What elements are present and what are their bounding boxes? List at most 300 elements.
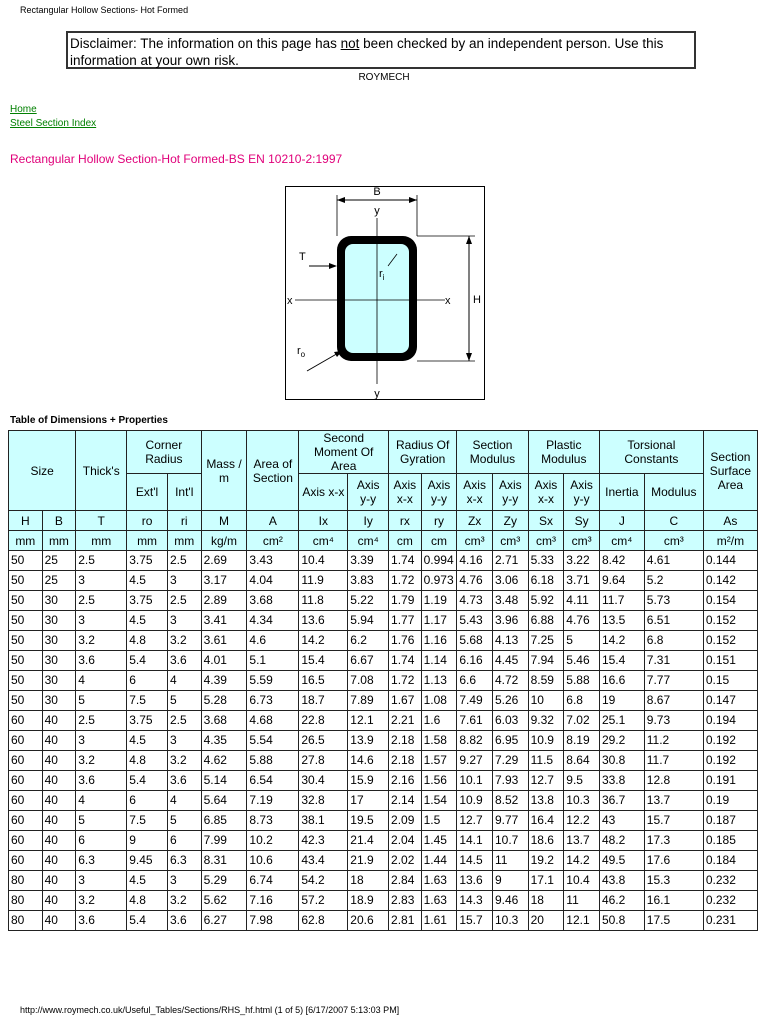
table-cell: 1.44 (421, 851, 457, 871)
table-cell: 7.98 (247, 911, 299, 931)
table-cell: 6.73 (247, 691, 299, 711)
table-cell: 27.8 (299, 751, 348, 771)
table-cell: 3.75 (127, 551, 168, 571)
table-cell: 2.21 (389, 711, 422, 731)
table-cell: 6 (127, 671, 168, 691)
table-cell: 50 (9, 691, 43, 711)
table-cell: 43.8 (599, 871, 644, 891)
table-cell: 5 (76, 691, 127, 711)
table-cell: 80 (9, 871, 43, 891)
table-cell: 0.191 (703, 771, 757, 791)
table-cell: 4.76 (457, 571, 493, 591)
symbol-cell: rx (389, 511, 422, 531)
header-axis-yy: Axis y-y (421, 474, 457, 511)
table-cell: 22.8 (299, 711, 348, 731)
table-cell: 11.8 (299, 591, 348, 611)
table-cell: 14.3 (457, 891, 493, 911)
table-cell: 40 (42, 831, 76, 851)
table-cell: 3.6 (76, 651, 127, 671)
table-cell: 40 (42, 851, 76, 871)
table-row (9, 751, 758, 771)
symbol-cell: T (76, 511, 127, 531)
table-cell: 7.5 (127, 691, 168, 711)
table-cell: 18.7 (299, 691, 348, 711)
label-h: H (473, 294, 481, 306)
table-cell: 60 (9, 711, 43, 731)
table-cell: 40 (42, 731, 76, 751)
table-cell: 50 (9, 571, 43, 591)
table-cell: 13.5 (599, 611, 644, 631)
table-cell: 60 (9, 811, 43, 831)
table-cell: 1.5 (421, 811, 457, 831)
table-cell: 2.81 (389, 911, 422, 931)
table-cell: 0.232 (703, 891, 757, 911)
table-cell: 0.192 (703, 751, 757, 771)
table-cell: 5.33 (528, 551, 564, 571)
table-cell: 48.2 (599, 831, 644, 851)
table-cell: 5.22 (348, 591, 389, 611)
table-cell: 10.4 (299, 551, 348, 571)
table-cell: 40 (42, 751, 76, 771)
unit-cell: mm (42, 531, 76, 551)
table-cell: 0.231 (703, 911, 757, 931)
table-cell: 0.994 (421, 551, 457, 571)
table-cell: 7.08 (348, 671, 389, 691)
table-cell: 4.04 (247, 571, 299, 591)
disclaimer-text-end: been checked by an independent person. Use this information at your own risk. (70, 36, 664, 68)
table-cell: 50 (9, 671, 43, 691)
table-cell: 19 (599, 691, 644, 711)
table-row (9, 871, 758, 891)
table-cell: 9 (492, 871, 528, 891)
table-cell: 30.4 (299, 771, 348, 791)
symbol-cell: Iy (348, 511, 389, 531)
table-cell: 3.83 (348, 571, 389, 591)
table-cell: 14.5 (457, 851, 493, 871)
table-cell: 0.152 (703, 611, 757, 631)
table-cell: 3 (76, 611, 127, 631)
table-cell: 11.2 (644, 731, 703, 751)
table-cell: 0.151 (703, 651, 757, 671)
table-cell: 8.59 (528, 671, 564, 691)
table-cell: 17 (348, 791, 389, 811)
symbol-cell: Sx (528, 511, 564, 531)
table-cell: 6 (76, 831, 127, 851)
table-cell: 3.75 (127, 591, 168, 611)
table-cell: 1.17 (421, 611, 457, 631)
table-cell: 46.2 (599, 891, 644, 911)
table-row (9, 591, 758, 611)
table-cell: 3.75 (127, 711, 168, 731)
header-area: Area of Section (247, 431, 299, 511)
table-cell: 14.2 (599, 631, 644, 651)
table-cell: 7.02 (564, 711, 600, 731)
table-cell: 11.7 (599, 591, 644, 611)
table-cell: 50 (9, 631, 43, 651)
table-cell: 1.14 (421, 651, 457, 671)
table-cell: 1.61 (421, 911, 457, 931)
table-cell: 12.7 (457, 811, 493, 831)
table-cell: 6.16 (457, 651, 493, 671)
table-cell: 1.63 (421, 871, 457, 891)
table-cell: 6.6 (457, 671, 493, 691)
header-mass: Mass / m (201, 431, 247, 511)
unit-cell: cm³ (528, 531, 564, 551)
table-cell: 8.19 (564, 731, 600, 751)
symbol-cell: B (42, 511, 76, 531)
table-cell: 0.184 (703, 851, 757, 871)
table-cell: 5 (167, 691, 201, 711)
table-row (9, 671, 758, 691)
table-cell: 9.32 (528, 711, 564, 731)
table-cell: 5 (76, 811, 127, 831)
table-cell: 3.6 (167, 771, 201, 791)
table-cell: 3.39 (348, 551, 389, 571)
table-cell: 6.03 (492, 711, 528, 731)
table-cell: 5.26 (492, 691, 528, 711)
table-cell: 3.22 (564, 551, 600, 571)
table-cell: 10.9 (528, 731, 564, 751)
table-cell: 6.95 (492, 731, 528, 751)
table-cell: 5.68 (457, 631, 493, 651)
label-x-right: x (445, 295, 451, 307)
table-cell: 6.27 (201, 911, 247, 931)
table-cell: 6.3 (76, 851, 127, 871)
table-cell: 2.5 (167, 711, 201, 731)
table-cell: 60 (9, 791, 43, 811)
table-cell: 9.64 (599, 571, 644, 591)
table-cell: 0.15 (703, 671, 757, 691)
table-row (9, 731, 758, 751)
table-cell: 20.6 (348, 911, 389, 931)
table-cell: 12.7 (528, 771, 564, 791)
table-cell: 6.18 (528, 571, 564, 591)
unit-cell: cm³ (492, 531, 528, 551)
unit-cell: cm³ (564, 531, 600, 551)
table-cell: 5.46 (564, 651, 600, 671)
table-cell: 50 (9, 611, 43, 631)
table-cell: 30 (42, 631, 76, 651)
table-cell: 6 (167, 831, 201, 851)
table-cell: 2.5 (167, 591, 201, 611)
table-cell: 50.8 (599, 911, 644, 931)
table-cell: 15.7 (644, 811, 703, 831)
table-cell: 0.194 (703, 711, 757, 731)
table-cell: 4.68 (247, 711, 299, 731)
steel-section-index-link[interactable]: Steel Section Index (10, 118, 97, 129)
header-plastic-modulus: Plastic Modulus (528, 431, 599, 474)
table-cell: 1.58 (421, 731, 457, 751)
table-cell: 17.1 (528, 871, 564, 891)
table-cell: 5.73 (644, 591, 703, 611)
table-cell: 8.73 (247, 811, 299, 831)
unit-cell: kg/m (201, 531, 247, 551)
table-cell: 3.6 (167, 651, 201, 671)
table-cell: 1.74 (389, 551, 422, 571)
table-cell: 5.4 (127, 651, 168, 671)
table-cell: 7.31 (644, 651, 703, 671)
table-cell: 3 (167, 871, 201, 891)
table-cell: 25 (42, 551, 76, 571)
table-cell: 10.9 (457, 791, 493, 811)
table-cell: 2.69 (201, 551, 247, 571)
table-row (9, 891, 758, 911)
label-ro: $r_o$ (297, 345, 306, 359)
table-cell: 60 (9, 831, 43, 851)
table-cell: 0.192 (703, 731, 757, 751)
table-cell: 5 (564, 631, 600, 651)
table-cell: 3 (167, 611, 201, 631)
table-cell: 5.14 (201, 771, 247, 791)
table-cell: 7.61 (457, 711, 493, 731)
table-cell: 54.2 (299, 871, 348, 891)
table-cell: 60 (9, 771, 43, 791)
table-cell: 33.8 (599, 771, 644, 791)
table-cell: 50 (9, 551, 43, 571)
table-cell: 10.2 (247, 831, 299, 851)
header-axis-xx: Axis x-x (389, 474, 422, 511)
label-y-bottom: y (374, 388, 380, 400)
table-cell: 1.19 (421, 591, 457, 611)
table-cell: 9.46 (492, 891, 528, 911)
table-cell: 8.31 (201, 851, 247, 871)
table-cell: 3.06 (492, 571, 528, 591)
table-cell: 18.9 (348, 891, 389, 911)
table-cell: 2.16 (389, 771, 422, 791)
table-cell: 0.187 (703, 811, 757, 831)
disclaimer-text-start: Disclaimer: The information on this page has (70, 36, 341, 51)
table-cell: 5.29 (201, 871, 247, 891)
table-cell: 5.4 (127, 771, 168, 791)
table-cell: 7.5 (127, 811, 168, 831)
symbol-cell: Ix (299, 511, 348, 531)
header-section-modulus: Section Modulus (457, 431, 528, 474)
header-corner-radius: Corner Radius (127, 431, 201, 474)
table-cell: 8.82 (457, 731, 493, 751)
label-y-top: y (374, 205, 380, 217)
table-cell: 5.92 (528, 591, 564, 611)
table-cell: 3 (167, 571, 201, 591)
table-cell: 15.7 (457, 911, 493, 931)
table-cell: 7.99 (201, 831, 247, 851)
table-cell: 2.04 (389, 831, 422, 851)
table-cell: 18 (528, 891, 564, 911)
header-radius-gyration: Radius Of Gyration (389, 431, 457, 474)
table-cell: 4.76 (564, 611, 600, 631)
table-cell: 30 (42, 611, 76, 631)
table-cell: 15.9 (348, 771, 389, 791)
table-cell: 6.3 (167, 851, 201, 871)
table-cell: 25 (42, 571, 76, 591)
label-x-left: x (287, 295, 293, 307)
table-cell: 7.93 (492, 771, 528, 791)
table-cell: 42.3 (299, 831, 348, 851)
header-int: Int'l (167, 474, 201, 511)
table-row (9, 571, 758, 591)
table-cell: 4 (76, 791, 127, 811)
table-cell: 3 (76, 871, 127, 891)
table-cell: 1.56 (421, 771, 457, 791)
table-cell: 26.5 (299, 731, 348, 751)
table-cell: 3.6 (76, 771, 127, 791)
symbol-cell: M (201, 511, 247, 531)
table-cell: 30 (42, 591, 76, 611)
table-cell: 13.8 (528, 791, 564, 811)
table-cell: 3.48 (492, 591, 528, 611)
disclaimer-emphasis: not (340, 36, 360, 51)
table-cell: 2.09 (389, 811, 422, 831)
table-cell: 38.1 (299, 811, 348, 831)
table-body (9, 551, 758, 931)
table-cell: 3.2 (167, 631, 201, 651)
table-cell: 10 (528, 691, 564, 711)
table-cell: 4.5 (127, 871, 168, 891)
table-cell: 18.6 (528, 831, 564, 851)
table-cell: 3.6 (76, 911, 127, 931)
table-cell: 13.9 (348, 731, 389, 751)
header-modulus: Modulus (644, 474, 703, 511)
table-cell: 1.77 (389, 611, 422, 631)
symbol-cell: Zy (492, 511, 528, 531)
unit-cell: mm (76, 531, 127, 551)
table-cell: 62.8 (299, 911, 348, 931)
table-cell: 5.4 (127, 911, 168, 931)
table-cell: 60 (9, 731, 43, 751)
disclaimer-box (66, 31, 696, 69)
symbol-cell: ri (167, 511, 201, 531)
table-cell: 5.2 (644, 571, 703, 591)
table-cell: 1.74 (389, 651, 422, 671)
table-cell: 4.73 (457, 591, 493, 611)
table-cell: 40 (42, 871, 76, 891)
table-cell: 2.18 (389, 751, 422, 771)
table-cell: 5.64 (201, 791, 247, 811)
table-cell: 2.5 (76, 591, 127, 611)
table-cell: 10.4 (564, 871, 600, 891)
symbol-cell: As (703, 511, 757, 531)
table-cell: 14.2 (564, 851, 600, 871)
symbol-cell: A (247, 511, 299, 531)
table-cell: 14.2 (299, 631, 348, 651)
unit-cell: cm² (247, 531, 299, 551)
table-cell: 5.43 (457, 611, 493, 631)
unit-cell: cm (389, 531, 422, 551)
home-link[interactable]: Home (10, 104, 37, 115)
table-cell: 5.59 (247, 671, 299, 691)
table-cell: 1.79 (389, 591, 422, 611)
table-cell: 4.6 (247, 631, 299, 651)
header-torsional: Torsional Constants (599, 431, 703, 474)
table-cell: 7.19 (247, 791, 299, 811)
unit-cell: cm (421, 531, 457, 551)
unit-cell: mm (167, 531, 201, 551)
table-cell: 11 (564, 891, 600, 911)
table-cell: 1.16 (421, 631, 457, 651)
table-cell: 4.34 (247, 611, 299, 631)
symbol-cell: ro (127, 511, 168, 531)
table-cell: 6.8 (564, 691, 600, 711)
table-cell: 2.83 (389, 891, 422, 911)
table-cell: 40 (42, 771, 76, 791)
table-cell: 17.5 (644, 911, 703, 931)
table-cell: 3.43 (247, 551, 299, 571)
table-cell: 5.94 (348, 611, 389, 631)
table-cell: 1.08 (421, 691, 457, 711)
table-cell: 50 (9, 591, 43, 611)
header-axis-xx: Axis x-x (299, 474, 348, 511)
unit-cell: cm⁴ (599, 531, 644, 551)
table-cell: 4.16 (457, 551, 493, 571)
header-axis-xx: Axis x-x (528, 474, 564, 511)
table-row (9, 691, 758, 711)
table-cell: 3.17 (201, 571, 247, 591)
table-cell: 2.14 (389, 791, 422, 811)
table-cell: 1.76 (389, 631, 422, 651)
table-cell: 4.5 (127, 571, 168, 591)
table-cell: 8.64 (564, 751, 600, 771)
label-ri: $r_i$ (379, 268, 385, 282)
table-cell: 19.2 (528, 851, 564, 871)
table-caption: Table of Dimensions + Properties (10, 415, 168, 426)
table-row (9, 711, 758, 731)
table-cell: 15.4 (599, 651, 644, 671)
table-cell: 57.2 (299, 891, 348, 911)
table-cell: 3.6 (167, 911, 201, 931)
label-b: B (373, 186, 381, 198)
table-cell: 11 (492, 851, 528, 871)
table-cell: 12.1 (348, 711, 389, 731)
unit-cell: m²/m (703, 531, 757, 551)
rhs-cross-section-diagram (285, 186, 485, 400)
table-cell: 3 (76, 731, 127, 751)
table-cell: 2.89 (201, 591, 247, 611)
table-cell: 3.41 (201, 611, 247, 631)
table-cell: 3 (167, 731, 201, 751)
page-heading: Rectangular Hollow Section-Hot Formed-BS EN 10210-2:1997 (10, 152, 343, 166)
table-cell: 16.5 (299, 671, 348, 691)
table-cell: 2.5 (167, 551, 201, 571)
table-cell: 4.8 (127, 631, 168, 651)
table-cell: 6.85 (201, 811, 247, 831)
table-cell: 0.154 (703, 591, 757, 611)
table-cell: 6.67 (348, 651, 389, 671)
table-cell: 19.5 (348, 811, 389, 831)
table-cell: 36.7 (599, 791, 644, 811)
table-row (9, 911, 758, 931)
table-cell: 13.7 (644, 791, 703, 811)
table-cell: 10.6 (247, 851, 299, 871)
table-cell: 7.94 (528, 651, 564, 671)
table-cell: 13.6 (457, 871, 493, 891)
table-cell: 40 (42, 911, 76, 931)
table-cell: 40 (42, 791, 76, 811)
unit-cell: cm⁴ (299, 531, 348, 551)
table-cell: 30 (42, 691, 76, 711)
table-cell: 4.5 (127, 611, 168, 631)
symbol-cell: C (644, 511, 703, 531)
table-cell: 7.25 (528, 631, 564, 651)
table-cell: 5 (167, 811, 201, 831)
table-cell: 0.185 (703, 831, 757, 851)
table-cell: 2.5 (76, 551, 127, 571)
table-cell: 8.42 (599, 551, 644, 571)
table-cell: 3.68 (247, 591, 299, 611)
table-cell: 1.6 (421, 711, 457, 731)
footer-url: http://www.roymech.co.uk/Useful_Tables/Sections/RHS_hf.html (1 of 5) [6/17/2007 5:13:03 PM] (20, 1005, 400, 1015)
unit-cell: mm (127, 531, 168, 551)
table-cell: 21.4 (348, 831, 389, 851)
table-cell: 40 (42, 711, 76, 731)
